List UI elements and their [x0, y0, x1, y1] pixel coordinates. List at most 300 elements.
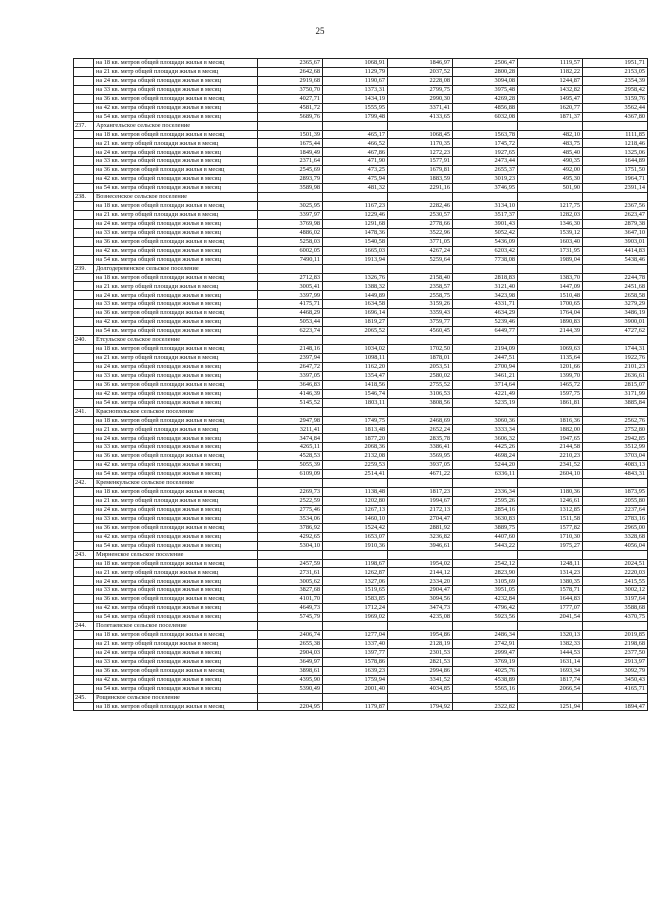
row-label: на 24 кв. метра общей площади жилья в месяц: [94, 291, 258, 300]
table-row: [74, 228, 648, 237]
value-cell: 4056,04: [583, 541, 648, 550]
value-cell: 1540,58: [323, 237, 388, 246]
table-row: [74, 425, 648, 434]
value-cell: 2301,53: [388, 648, 453, 657]
value-cell: 1577,91: [388, 157, 453, 166]
value-cell: 4649,73: [258, 604, 323, 613]
row-label: на 54 кв. метра общей площади жилья в месяц: [94, 112, 258, 121]
value-cell: 4232,84: [453, 595, 518, 604]
empty-cell: [258, 121, 323, 130]
value-cell: 3769,19: [453, 657, 518, 666]
value-cell: 1382,33: [518, 639, 583, 648]
value-cell: 5436,09: [453, 237, 518, 246]
value-cell: 3159,26: [388, 300, 453, 309]
value-cell: 1262,87: [323, 568, 388, 577]
table-row: [74, 666, 648, 675]
value-cell: 1710,30: [518, 532, 583, 541]
value-cell: 4265,11: [258, 443, 323, 452]
value-cell: 2148,16: [258, 345, 323, 354]
value-cell: 1346,30: [518, 219, 583, 228]
value-cell: 4267,24: [388, 246, 453, 255]
value-cell: 3649,97: [258, 657, 323, 666]
value-cell: 1846,97: [388, 59, 453, 68]
table-row: [74, 318, 648, 327]
empty-cell: [323, 264, 388, 273]
value-cell: 1861,81: [518, 398, 583, 407]
row-label: на 18 кв. метров общей площади жилья в месяц: [94, 631, 258, 640]
value-cell: 2904,03: [258, 648, 323, 657]
value-cell: 2542,12: [453, 559, 518, 568]
value-cell: 2132,08: [323, 452, 388, 461]
value-cell: 1816,36: [518, 416, 583, 425]
value-cell: 2041,54: [518, 613, 583, 622]
value-cell: 4133,65: [388, 112, 453, 121]
value-cell: 1700,65: [518, 300, 583, 309]
row-label: на 24 кв. метра общей площади жилья в месяц: [94, 577, 258, 586]
row-index-cell: [74, 327, 94, 336]
value-cell: 1325,06: [583, 148, 648, 157]
table-row: [74, 59, 648, 68]
section-name: Мирненское сельское поселение: [94, 550, 258, 559]
value-cell: 4025,76: [453, 666, 518, 675]
value-cell: 1744,31: [583, 345, 648, 354]
value-cell: 2580,02: [388, 371, 453, 380]
value-cell: 1813,48: [323, 425, 388, 434]
row-index-cell: [74, 416, 94, 425]
value-cell: 1849,49: [258, 148, 323, 157]
table-row: [74, 675, 648, 684]
value-cell: 3211,41: [258, 425, 323, 434]
value-cell: 1577,82: [518, 523, 583, 532]
empty-cell: [388, 121, 453, 130]
table-row: [74, 246, 648, 255]
section-header-row: [74, 193, 648, 202]
value-cell: 1994,67: [388, 496, 453, 505]
value-cell: 1291,68: [323, 219, 388, 228]
value-cell: 2055,80: [583, 496, 648, 505]
value-cell: 5052,42: [453, 228, 518, 237]
empty-cell: [388, 622, 453, 631]
value-cell: 1620,77: [518, 103, 583, 112]
row-index-cell: [74, 470, 94, 479]
value-cell: 4414,83: [583, 246, 648, 255]
value-cell: 1034,02: [323, 345, 388, 354]
value-cell: 2881,92: [388, 523, 453, 532]
value-cell: 1167,23: [323, 202, 388, 211]
value-cell: 5055,39: [258, 461, 323, 470]
value-cell: 2144,12: [388, 568, 453, 577]
value-cell: 4560,45: [388, 327, 453, 336]
value-cell: 3094,56: [388, 595, 453, 604]
value-cell: 3423,98: [453, 291, 518, 300]
row-index-cell: [74, 648, 94, 657]
value-cell: 1951,71: [583, 59, 648, 68]
value-cell: 2742,91: [453, 639, 518, 648]
row-index-cell: [74, 505, 94, 514]
value-cell: 1202,80: [323, 496, 388, 505]
value-cell: 2879,38: [583, 219, 648, 228]
row-label: на 21 кв. метр общей площади жилья в месяц: [94, 425, 258, 434]
value-cell: 1201,66: [518, 362, 583, 371]
value-cell: 1989,04: [518, 255, 583, 264]
value-cell: 2755,52: [388, 380, 453, 389]
value-cell: 3946,61: [388, 541, 453, 550]
table-row: [74, 577, 648, 586]
row-index-cell: [74, 291, 94, 300]
value-cell: 3134,10: [453, 202, 518, 211]
value-cell: 2282,46: [388, 202, 453, 211]
row-label: на 18 кв. метров общей площади жилья в месяц: [94, 59, 258, 68]
value-cell: 3885,84: [583, 398, 648, 407]
value-cell: 3569,95: [388, 452, 453, 461]
row-label: на 21 кв. метр общей площади жилья в месяц: [94, 210, 258, 219]
value-cell: 6449,77: [453, 327, 518, 336]
value-cell: 2636,61: [583, 371, 648, 380]
row-index-cell: [74, 675, 94, 684]
value-cell: 3371,41: [388, 103, 453, 112]
section-header-row: [74, 479, 648, 488]
empty-cell: [518, 550, 583, 559]
table-row: [74, 202, 648, 211]
value-cell: 2001,40: [323, 684, 388, 693]
empty-cell: [518, 193, 583, 202]
value-cell: 2893,79: [258, 175, 323, 184]
value-cell: 5745,79: [258, 613, 323, 622]
section-name: Кременкульское сельское поселение: [94, 479, 258, 488]
value-cell: 6203,42: [453, 246, 518, 255]
value-cell: 1510,48: [518, 291, 583, 300]
value-cell: 2486,34: [453, 631, 518, 640]
section-header-row: [74, 407, 648, 416]
value-cell: 3786,92: [258, 523, 323, 532]
table-row: [74, 300, 648, 309]
value-cell: 5304,10: [258, 541, 323, 550]
empty-cell: [258, 407, 323, 416]
value-cell: 485,40: [518, 148, 583, 157]
value-cell: 2704,47: [388, 514, 453, 523]
table-row: [74, 112, 648, 121]
value-cell: 1975,27: [518, 541, 583, 550]
row-label: на 42 кв. метра общей площади жилья в месяц: [94, 461, 258, 470]
row-label: на 18 кв. метров общей площади жилья в месяц: [94, 130, 258, 139]
value-cell: 2522,59: [258, 496, 323, 505]
empty-cell: [453, 336, 518, 345]
value-cell: 2530,57: [388, 210, 453, 219]
row-label: на 33 кв. метра общей площади жилья в месяц: [94, 514, 258, 523]
value-cell: 3474,84: [258, 434, 323, 443]
table-row: [74, 282, 648, 291]
value-cell: 1267,13: [323, 505, 388, 514]
row-label: на 54 кв. метра общей площади жилья в месяц: [94, 398, 258, 407]
table-row: [74, 648, 648, 657]
value-cell: 3898,61: [258, 666, 323, 675]
table-row: [74, 309, 648, 318]
value-cell: 4027,71: [258, 94, 323, 103]
value-cell: 2823,90: [453, 568, 518, 577]
row-label: на 42 кв. метра общей площади жилья в месяц: [94, 175, 258, 184]
value-cell: 1639,23: [323, 666, 388, 675]
row-label: на 33 кв. метра общей площади жилья в месяц: [94, 85, 258, 94]
value-cell: 2371,64: [258, 157, 323, 166]
value-cell: 5923,56: [453, 613, 518, 622]
value-cell: 2194,09: [453, 345, 518, 354]
row-label: на 36 кв. метров общей площади жилья в месяц: [94, 94, 258, 103]
value-cell: 1794,92: [388, 702, 453, 711]
row-label: на 18 кв. метров общей площади жилья в месяц: [94, 202, 258, 211]
row-index-cell: [74, 210, 94, 219]
table-row: [74, 94, 648, 103]
value-cell: 1799,48: [323, 112, 388, 121]
value-cell: 1890,83: [518, 318, 583, 327]
row-label: на 42 кв. метра общей площади жилья в месяц: [94, 318, 258, 327]
value-cell: 3005,62: [258, 577, 323, 586]
value-cell: 3386,41: [388, 443, 453, 452]
value-cell: 2468,69: [388, 416, 453, 425]
value-cell: 2244,78: [583, 273, 648, 282]
value-cell: 2854,16: [453, 505, 518, 514]
value-cell: 4727,62: [583, 327, 648, 336]
table-row: [74, 219, 648, 228]
row-index-cell: [74, 371, 94, 380]
value-cell: 2358,57: [388, 282, 453, 291]
value-cell: 4634,29: [453, 309, 518, 318]
section-name: Долгодеревенское сельское поселение: [94, 264, 258, 273]
section-name: Полетаевское сельское поселение: [94, 622, 258, 631]
table-row: [74, 604, 648, 613]
value-cell: 1373,31: [323, 85, 388, 94]
empty-cell: [258, 264, 323, 273]
value-cell: 1180,36: [518, 488, 583, 497]
value-cell: 3279,29: [583, 300, 648, 309]
table-row: [74, 184, 648, 193]
table-row: [74, 452, 648, 461]
value-cell: 3589,98: [258, 184, 323, 193]
value-cell: 1179,87: [323, 702, 388, 711]
value-cell: 4581,72: [258, 103, 323, 112]
value-cell: 1910,36: [323, 541, 388, 550]
value-cell: 1947,65: [518, 434, 583, 443]
value-cell: 1449,89: [323, 291, 388, 300]
value-cell: 2101,23: [583, 362, 648, 371]
value-cell: 1555,95: [323, 103, 388, 112]
row-label: на 21 кв. метр общей площади жилья в месяц: [94, 67, 258, 76]
value-cell: 1218,46: [583, 139, 648, 148]
value-cell: 1138,48: [323, 488, 388, 497]
value-cell: 4331,71: [453, 300, 518, 309]
value-cell: 2815,07: [583, 380, 648, 389]
value-cell: 2919,68: [258, 76, 323, 85]
row-index-cell: [74, 103, 94, 112]
row-label: на 18 кв. метров общей площади жилья в месяц: [94, 488, 258, 497]
empty-cell: [453, 193, 518, 202]
value-cell: 2731,61: [258, 568, 323, 577]
value-cell: 490,35: [518, 157, 583, 166]
value-cell: 4796,42: [453, 604, 518, 613]
value-cell: 3121,40: [453, 282, 518, 291]
section-header-row: [74, 336, 648, 345]
empty-cell: [583, 622, 648, 631]
table-row: [74, 541, 648, 550]
empty-cell: [583, 264, 648, 273]
value-cell: 3769,98: [258, 219, 323, 228]
value-cell: 4101,70: [258, 595, 323, 604]
row-index-cell: [74, 514, 94, 523]
value-cell: 3646,83: [258, 380, 323, 389]
empty-cell: [518, 407, 583, 416]
value-cell: 1644,89: [583, 157, 648, 166]
value-cell: 2334,20: [388, 577, 453, 586]
row-index-cell: [74, 273, 94, 282]
value-cell: 2228,08: [388, 76, 453, 85]
value-cell: 4395,90: [258, 675, 323, 684]
row-label: на 21 кв. метр общей площади жилья в месяц: [94, 139, 258, 148]
row-label: на 42 кв. метра общей площади жилья в месяц: [94, 389, 258, 398]
row-index-cell: [74, 461, 94, 470]
value-cell: 7738,08: [453, 255, 518, 264]
value-cell: 2153,05: [583, 67, 648, 76]
empty-cell: [258, 693, 323, 702]
section-number: 242.: [74, 479, 94, 488]
row-label: на 42 кв. метра общей площади жилья в месяц: [94, 103, 258, 112]
table-row: [74, 434, 648, 443]
row-label: на 36 кв. метров общей площади жилья в месяц: [94, 309, 258, 318]
table-row: [74, 85, 648, 94]
value-cell: 1447,09: [518, 282, 583, 291]
value-cell: 1631,14: [518, 657, 583, 666]
table-row: [74, 157, 648, 166]
table-row: [74, 496, 648, 505]
row-label: на 24 кв. метра общей площади жилья в месяц: [94, 76, 258, 85]
value-cell: 1878,01: [388, 353, 453, 362]
value-cell: 3236,82: [388, 532, 453, 541]
empty-cell: [258, 622, 323, 631]
value-cell: 3486,19: [583, 309, 648, 318]
table-row: [74, 273, 648, 282]
value-cell: 6002,05: [258, 246, 323, 255]
value-cell: 1894,47: [583, 702, 648, 711]
row-index-cell: [74, 237, 94, 246]
value-cell: 1954,02: [388, 559, 453, 568]
value-cell: 1248,11: [518, 559, 583, 568]
value-cell: 2514,41: [323, 470, 388, 479]
value-cell: 1597,75: [518, 389, 583, 398]
value-cell: 1383,70: [518, 273, 583, 282]
empty-cell: [323, 693, 388, 702]
empty-cell: [518, 622, 583, 631]
empty-cell: [388, 693, 453, 702]
value-cell: 3461,21: [453, 371, 518, 380]
row-index-cell: [74, 488, 94, 497]
value-cell: 3703,04: [583, 452, 648, 461]
row-index-cell: [74, 112, 94, 121]
value-cell: 1578,86: [323, 657, 388, 666]
value-cell: 2457,59: [258, 559, 323, 568]
value-cell: 5565,16: [453, 684, 518, 693]
table-row: [74, 613, 648, 622]
row-label: на 24 кв. метра общей площади жилья в месяц: [94, 505, 258, 514]
section-name: Архангельское сельское поселение: [94, 121, 258, 130]
value-cell: 1251,94: [518, 702, 583, 711]
row-label: на 42 кв. метра общей площади жилья в месяц: [94, 604, 258, 613]
value-cell: 3750,70: [258, 85, 323, 94]
table-row: [74, 67, 648, 76]
table-row: [74, 514, 648, 523]
value-cell: 4235,08: [388, 613, 453, 622]
value-cell: 4843,31: [583, 470, 648, 479]
empty-cell: [388, 264, 453, 273]
value-cell: 465,17: [323, 130, 388, 139]
value-cell: 1465,72: [518, 380, 583, 389]
value-cell: 2377,50: [583, 648, 648, 657]
table-row: [74, 416, 648, 425]
value-cell: 2778,66: [388, 219, 453, 228]
value-cell: 3808,56: [388, 398, 453, 407]
row-label: на 33 кв. метра общей площади жилья в месяц: [94, 657, 258, 666]
value-cell: 1693,34: [518, 666, 583, 675]
value-cell: 3759,77: [388, 318, 453, 327]
value-cell: 3630,83: [453, 514, 518, 523]
value-cell: 4367,80: [583, 112, 648, 121]
value-cell: 3341,52: [388, 675, 453, 684]
value-cell: 1119,57: [518, 59, 583, 68]
value-cell: 2037,52: [388, 67, 453, 76]
value-cell: 482,10: [518, 130, 583, 139]
empty-cell: [258, 193, 323, 202]
row-index-cell: [74, 157, 94, 166]
value-cell: 3060,36: [453, 416, 518, 425]
value-cell: 3328,68: [583, 532, 648, 541]
row-index-cell: [74, 175, 94, 184]
value-cell: 2800,28: [453, 67, 518, 76]
value-cell: 2220,03: [583, 568, 648, 577]
empty-cell: [323, 121, 388, 130]
row-label: на 36 кв. метров общей площади жилья в месяц: [94, 523, 258, 532]
value-cell: 1539,12: [518, 228, 583, 237]
value-cell: 1927,65: [453, 148, 518, 157]
row-label: на 21 кв. метр общей площади жилья в месяц: [94, 496, 258, 505]
value-cell: 4407,60: [453, 532, 518, 541]
row-label: на 18 кв. метров общей площади жилья в месяц: [94, 559, 258, 568]
value-cell: 1111,85: [583, 130, 648, 139]
value-cell: 467,86: [323, 148, 388, 157]
row-label: на 33 кв. метра общей площади жилья в месяц: [94, 586, 258, 595]
value-cell: 2198,68: [583, 639, 648, 648]
table-row: [74, 210, 648, 219]
value-cell: 3450,43: [583, 675, 648, 684]
value-cell: 492,00: [518, 166, 583, 175]
value-cell: 1764,04: [518, 309, 583, 318]
value-cell: 3889,75: [453, 523, 518, 532]
value-cell: 1444,53: [518, 648, 583, 657]
table-row: [74, 76, 648, 85]
value-cell: 1277,04: [323, 631, 388, 640]
empty-cell: [388, 550, 453, 559]
value-cell: 1583,85: [323, 595, 388, 604]
value-cell: 1877,20: [323, 434, 388, 443]
row-label: на 18 кв. метров общей площади жилья в месяц: [94, 416, 258, 425]
value-cell: 473,25: [323, 166, 388, 175]
value-cell: 7490,11: [258, 255, 323, 264]
value-cell: 2783,16: [583, 514, 648, 523]
row-index-cell: [74, 202, 94, 211]
value-cell: 2965,00: [583, 523, 648, 532]
value-cell: 1337,40: [323, 639, 388, 648]
table-row: [74, 130, 648, 139]
value-cell: 5258,03: [258, 237, 323, 246]
value-cell: 4034,85: [388, 684, 453, 693]
value-cell: 1320,13: [518, 631, 583, 640]
row-label: на 42 кв. метра общей площади жилья в месяц: [94, 675, 258, 684]
